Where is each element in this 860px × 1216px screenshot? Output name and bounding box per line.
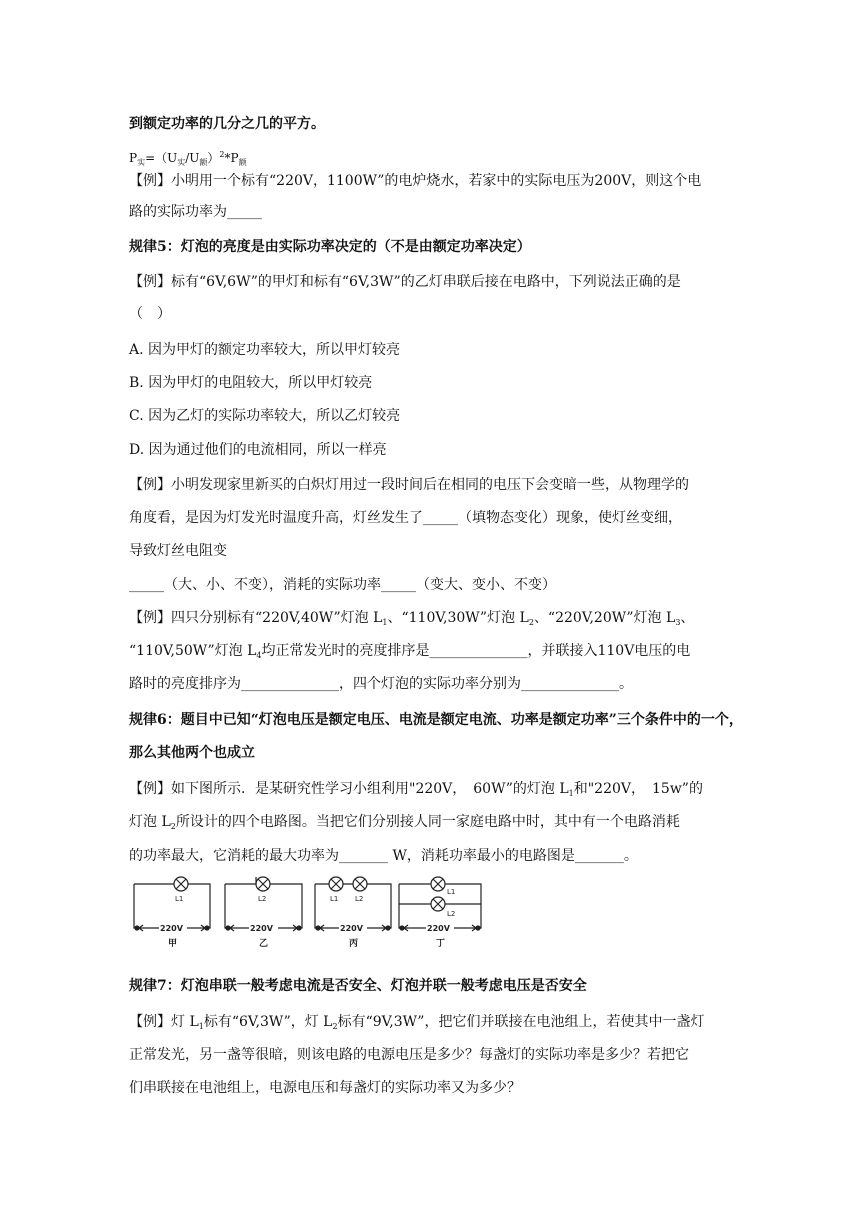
text-line: 【例】四只分别标有“220V,40W”灯泡 $L_1$、“110V,30W”灯泡 $L_2$、“220V,20W”灯泡 $L_3$、: [129, 610, 695, 627]
circuit-yi: [225, 877, 302, 931]
text-line: “110V,50W”灯泡 $L_4$均正常发光时的亮度排序是______________，并联接入110V电压的电: [129, 643, 691, 660]
lamp-label: L2: [447, 910, 456, 918]
text-line: 路时的亮度排序为______________，四个灯泡的实际功率分别为______________。: [129, 676, 633, 692]
circuit-diagrams: [129, 876, 499, 956]
lamp-label: L1: [330, 895, 339, 903]
text-line: 路的实际功率为_____: [129, 204, 262, 220]
text-line: 【例】如下图所示．是某研究性学习小组利用"220V， 60W”的灯泡 $L_1$和"220V， 15w”的: [129, 781, 703, 798]
circuit-bing: [315, 877, 391, 931]
circuit-name: 甲: [168, 939, 178, 949]
option-a: A. 因为甲灯的额定功率较大，所以甲灯较亮: [129, 342, 401, 358]
text-line: 到额定功率的几分之几的平方。: [129, 116, 325, 132]
power-formula: $P_实=(U_实/U_额)^2*P_额$: [129, 150, 247, 167]
text-line: 【例】灯 $L_1$标有“6V,3W”，灯 $L_2$标有“9V,3W”，把它们并联接在电池组上，若使其中一盏灯: [129, 1014, 705, 1031]
rule-heading: 规律6：题目中已知“灯泡电压是额定电压、电流是额定电流、功率是额定功率”三个条件中的一个，: [129, 712, 743, 728]
option-d: D. 因为通过他们的电流相同，所以一样亮: [129, 442, 387, 458]
lamp-label: L2: [258, 895, 267, 903]
text-line: 灯泡 $L_2$所设计的四个电路图。当把它们分别接人同一家庭电路中时，其中有一个电路消耗: [129, 814, 680, 831]
voltage-label: 220V: [427, 924, 450, 933]
voltage-label: 220V: [160, 924, 183, 933]
text-line: （ ）: [129, 306, 171, 322]
text-line: 导致灯丝电阻变: [129, 543, 227, 559]
text-line: 【例】小明发现家里新买的白炽灯用过一段时间后在相同的电压下会变暗一些，从物理学的: [129, 477, 689, 493]
rule-heading: 那么其他两个也成立: [129, 745, 255, 761]
text-line: _____（大、小、不变），消耗的实际功率_____（变大、变小、不变）: [129, 577, 556, 593]
rule-heading: 规律5：灯泡的亮度是由实际功率决定的（不是由额定功率决定）: [129, 239, 531, 255]
circuit-name: 丁: [436, 939, 446, 949]
text-line: 们串联接在电池组上，电源电压和每盏灯的实际功率又为多少？: [129, 1080, 521, 1096]
text-line: 的功率最大，它消耗的最大功率为_______ W，消耗功率最小的电路图是_______。: [129, 848, 638, 864]
option-b: B. 因为甲灯的电阻较大，所以甲灯较亮: [129, 375, 373, 391]
text-line: 【例】小明用一个标有“220V，1100W”的电炉烧水，若家中的实际电压为200V，则这个电: [129, 173, 702, 189]
circuit-name: 乙: [259, 939, 269, 949]
voltage-label: 220V: [250, 924, 273, 933]
voltage-label: 220V: [340, 924, 363, 933]
lamp-label: L2: [355, 895, 364, 903]
text-line: 【例】标有“6V,6W”的甲灯和标有“6V,3W”的乙灯串联后接在电路中，下列说法正确的是: [129, 274, 681, 290]
circuit-ding: [399, 877, 481, 931]
circuit-jia: [134, 877, 210, 931]
lamp-label: L1: [175, 895, 184, 903]
text-line: 正常发光，另一盏等很暗，则该电路的电源电压是多少？每盏灯的实际功率是多少？若把它: [129, 1047, 689, 1063]
text-line: 角度看，是因为灯发光时温度升高，灯丝发生了_____（填物态变化）现象，使灯丝变细，: [129, 510, 682, 526]
rule-heading: 规律7：灯泡串联一般考虑电流是否安全、灯泡并联一般考虑电压是否安全: [129, 978, 587, 994]
option-c: C. 因为乙灯的实际功率较大，所以乙灯较亮: [129, 408, 401, 424]
circuit-name: 丙: [349, 939, 359, 949]
lamp-label: L1: [447, 888, 456, 896]
